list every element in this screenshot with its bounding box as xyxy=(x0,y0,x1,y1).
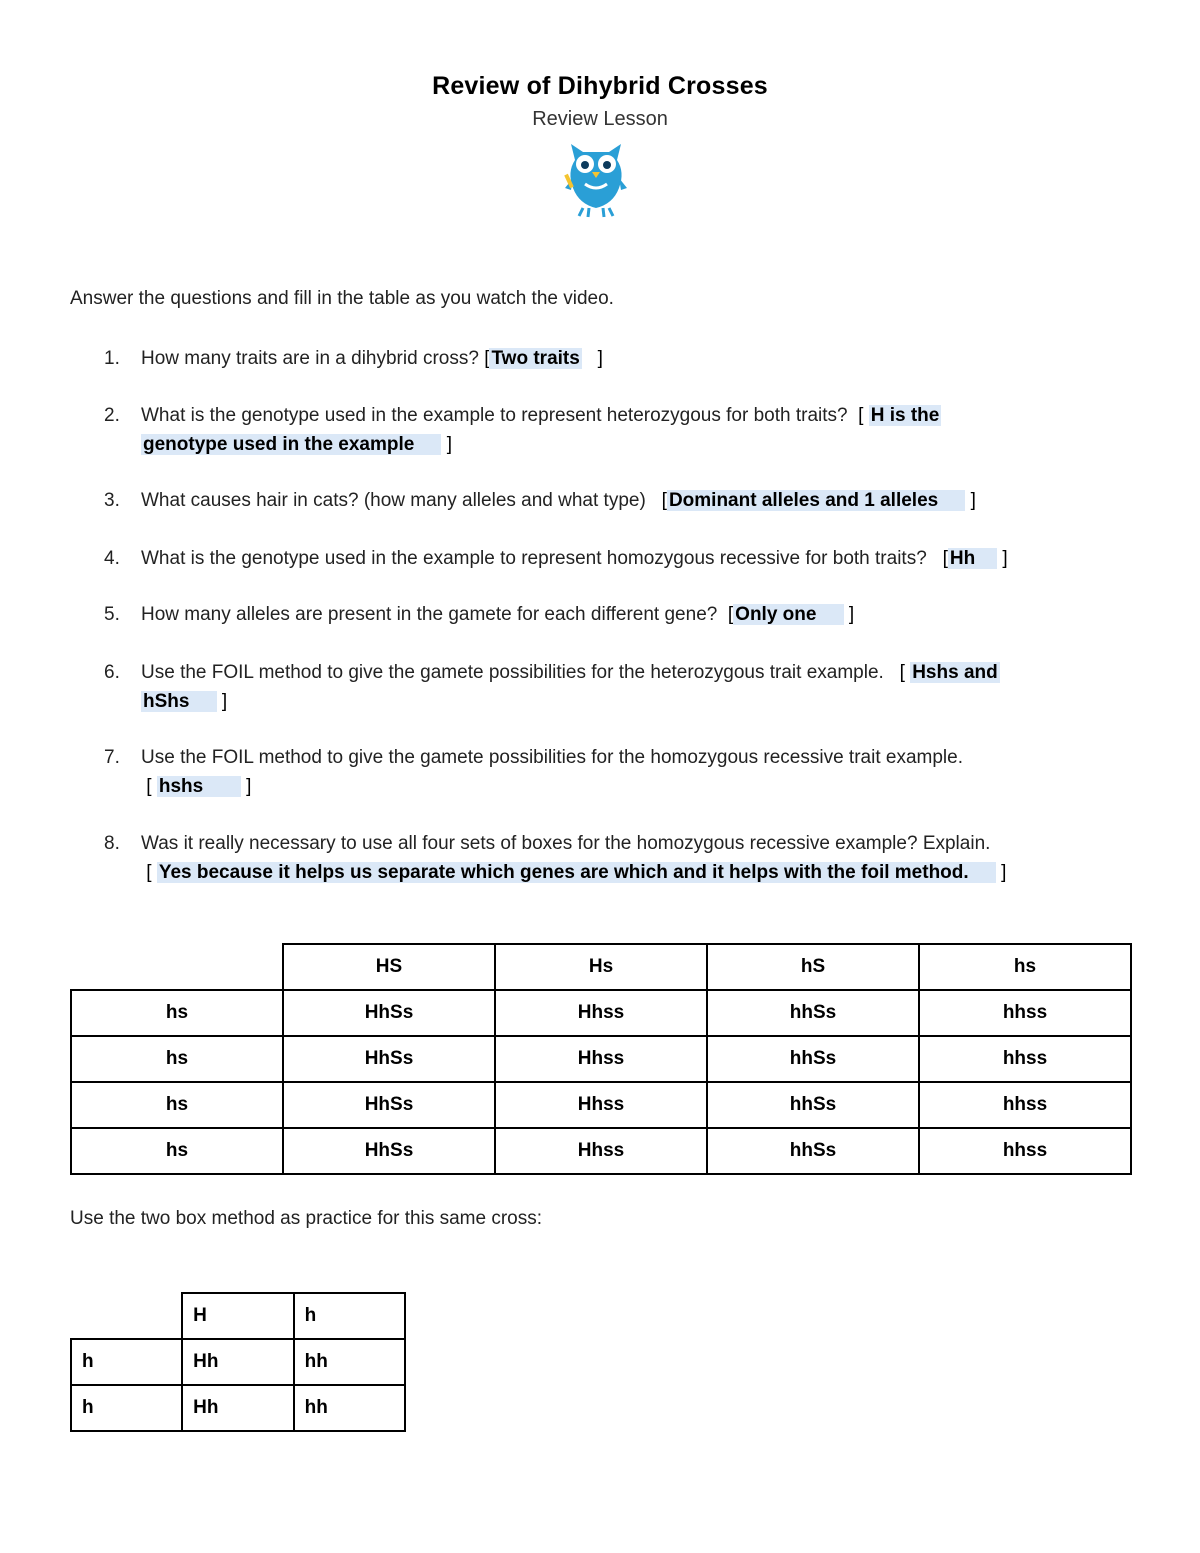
table-row xyxy=(71,1128,1131,1174)
question-number: 6. xyxy=(104,662,120,683)
table-row xyxy=(71,1339,405,1385)
table-row xyxy=(71,990,1131,1036)
table-cell[interactable]: hhSs xyxy=(707,990,919,1036)
question-text: What causes hair in cats? (how many alleles and what type) xyxy=(141,490,646,511)
bracket-close: ] xyxy=(246,776,252,797)
bracket-open: [ xyxy=(484,348,490,369)
bracket-open: [ xyxy=(942,548,948,569)
table-cell[interactable]: hh xyxy=(294,1339,405,1385)
question-text: Was it really necessary to use all four sets of boxes for the homozygous recessive example? Explain. xyxy=(141,833,991,854)
table-header-cell: hS xyxy=(707,944,919,990)
question-number: 3. xyxy=(104,490,120,511)
intro-instructions: Answer the questions and fill in the table as you watch the video. xyxy=(70,288,614,309)
table-cell[interactable]: hhss xyxy=(919,990,1131,1036)
table-cell[interactable]: HhSs xyxy=(283,1036,495,1082)
question-text: What is the genotype used in the example to represent heterozygous for both traits? xyxy=(141,405,848,426)
table-cell[interactable]: HhSs xyxy=(283,990,495,1036)
row-header-cell: hs xyxy=(71,1082,283,1128)
bracket-open: [ xyxy=(858,405,864,426)
table-cell[interactable]: hhss xyxy=(919,1128,1131,1174)
table-header-cell: HS xyxy=(283,944,495,990)
table-cell[interactable]: Hh xyxy=(182,1385,293,1431)
dihybrid-punnett-square xyxy=(70,943,1132,1175)
bracket-close: ] xyxy=(1001,862,1007,883)
table-header-cell: H xyxy=(182,1293,293,1339)
bracket-close: ] xyxy=(221,691,228,712)
row-header-cell: h xyxy=(71,1339,182,1385)
answer-field[interactable]: Yes because it helps us separate which genes are which and it helps with the foil method. xyxy=(158,862,969,883)
practice-instructions: Use the two box method as practice for this same cross: xyxy=(70,1208,543,1229)
answer-field[interactable]: Two traits xyxy=(491,348,580,369)
table-row xyxy=(71,1082,1131,1128)
question-text: Use the FOIL method to give the gamete possibilities for the homozygous recessive trait example. xyxy=(141,747,963,768)
question-number: 8. xyxy=(104,833,120,854)
bracket-close: ] xyxy=(597,348,603,369)
table-header-cell: Hs xyxy=(495,944,707,990)
owl-logo-icon xyxy=(561,138,631,218)
answer-field[interactable]: Hshs and xyxy=(912,662,998,683)
question-text: How many alleles are present in the gamete for each different gene? xyxy=(141,604,718,625)
bracket-open: [ xyxy=(146,776,152,797)
table-corner-cell xyxy=(71,944,283,990)
table-cell[interactable]: hhSs xyxy=(707,1082,919,1128)
row-header-cell: hs xyxy=(71,1036,283,1082)
table-cell[interactable]: Hhss xyxy=(495,990,707,1036)
table-cell[interactable]: hhSs xyxy=(707,1036,919,1082)
question-text: Use the FOIL method to give the gamete possibilities for the heterozygous trait example. xyxy=(141,662,884,683)
table-header-cell: hs xyxy=(919,944,1131,990)
table-row xyxy=(71,1036,1131,1082)
answer-field[interactable]: H is the xyxy=(870,405,940,426)
table-cell[interactable]: Hhss xyxy=(495,1036,707,1082)
question-text: How many traits are in a dihybrid cross? xyxy=(141,348,479,369)
bracket-close: ] xyxy=(446,434,453,455)
table-cell[interactable]: HhSs xyxy=(283,1082,495,1128)
question-number: 7. xyxy=(104,747,120,768)
monohybrid-punnett-square xyxy=(70,1292,406,1432)
table-row xyxy=(71,1385,405,1431)
row-header-cell: hs xyxy=(71,990,283,1036)
table-header-row xyxy=(71,944,1131,990)
page-subtitle: Review Lesson xyxy=(532,108,668,130)
bracket-close: ] xyxy=(970,490,976,511)
table-cell[interactable]: Hhss xyxy=(495,1082,707,1128)
answer-field-continued[interactable]: hShs xyxy=(143,691,190,712)
table-corner-cell xyxy=(71,1293,182,1339)
row-header-cell: h xyxy=(71,1385,182,1431)
question-number: 5. xyxy=(104,604,120,625)
question-number: 1. xyxy=(104,348,120,369)
bracket-close: ] xyxy=(1002,548,1008,569)
bracket-open: [ xyxy=(146,862,152,883)
answer-field-continued[interactable]: genotype used in the example xyxy=(143,434,415,455)
row-header-cell: hs xyxy=(71,1128,283,1174)
table-header-cell: h xyxy=(294,1293,405,1339)
answer-field[interactable]: Only one xyxy=(735,604,817,625)
table-cell[interactable]: HhSs xyxy=(283,1128,495,1174)
question-number: 4. xyxy=(104,548,120,569)
table-cell[interactable]: Hhss xyxy=(495,1128,707,1174)
answer-field[interactable]: Hh xyxy=(949,548,976,569)
question-text: What is the genotype used in the example to represent homozygous recessive for both traits? xyxy=(141,548,927,569)
table-cell[interactable]: Hh xyxy=(182,1339,293,1385)
table-header-row xyxy=(71,1293,405,1339)
answer-field[interactable]: hshs xyxy=(158,776,204,797)
bracket-open: [ xyxy=(661,490,667,511)
bracket-open: [ xyxy=(899,662,905,683)
bracket-close: ] xyxy=(848,604,855,625)
page-title: Review of Dihybrid Crosses xyxy=(432,72,768,100)
table-cell[interactable]: hh xyxy=(294,1385,405,1431)
question-number: 2. xyxy=(104,405,120,426)
bracket-open: [ xyxy=(727,604,734,625)
table-cell[interactable]: hhss xyxy=(919,1082,1131,1128)
table-cell[interactable]: hhss xyxy=(919,1036,1131,1082)
table-cell[interactable]: hhSs xyxy=(707,1128,919,1174)
answer-field[interactable]: Dominant alleles and 1 alleles xyxy=(668,490,939,511)
